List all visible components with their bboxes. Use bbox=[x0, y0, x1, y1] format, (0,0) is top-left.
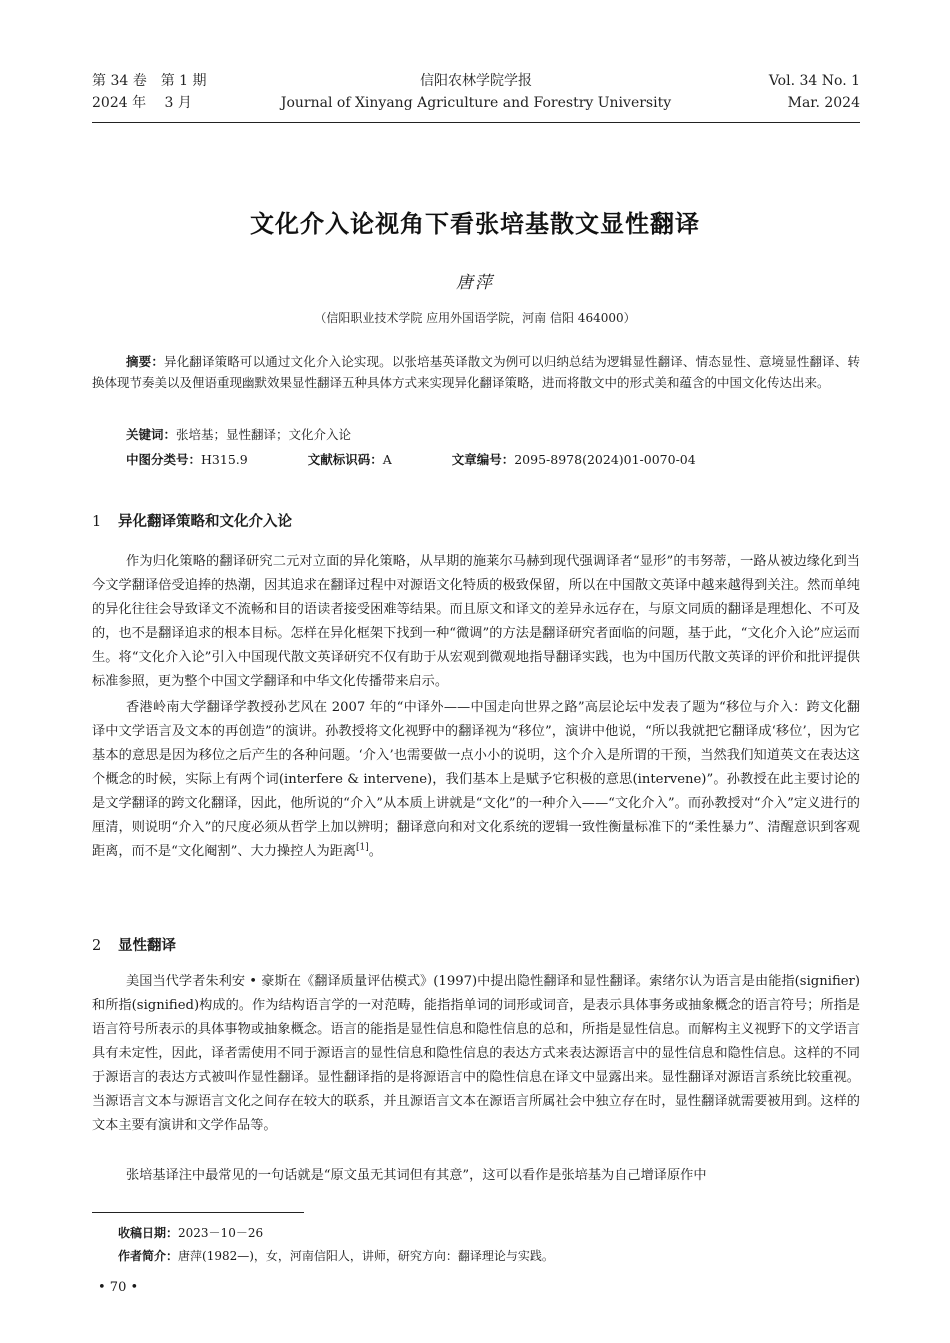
section-1-title: 异化翻译策略和文化介入论 bbox=[118, 514, 292, 530]
citation-ref: [1] bbox=[356, 842, 369, 853]
section-1-number: 1 bbox=[92, 514, 102, 530]
doc-value: A bbox=[382, 452, 392, 467]
doc-label: 文献标识码： bbox=[307, 452, 383, 467]
header-rule bbox=[92, 122, 860, 123]
bio-label: 作者简介： bbox=[118, 1249, 179, 1263]
section-2-paragraph-1: 美国当代学者朱利安 • 豪斯在《翻译质量评估模式》(1997)中提出隐性翻译和显性翻译。索绪尔认为语言是由能指(signifier)和所指(signified)构成的。作为结构语言学的一对范畴，能指指单词的词形或词音，是表示具体事务或抽象概念的语言符号；所指是语言符号所表示的具体事物或抽象概念。语言的能指是显性信息和隐性信息的总和，所指是显性信息。而解构主义视野下的文学语言具有未定性，因此，译者需使用不同于源语言的显性信息和隐性信息的表达方式来表达源语言中的显性信息和隐性信息。这样的不同于源语言的表达方式被叫作显性翻译。显性翻译指的是将源语言中的隐性信息在译文中显露出来。显性翻译对源语言系统比较重视。当源语言文本与源语言文化之间存在较大的联系，并且源语言文本在源语言所属社会中独立存在时，显性翻译就需要被用到。这样的文本主要有演讲和文学作品等。 bbox=[92, 974, 860, 1133]
article-title: 文化介入论视角下看张培基散文显性翻译 bbox=[250, 210, 700, 238]
doc-code bbox=[308, 452, 420, 467]
keywords-label: 关键词： bbox=[126, 427, 177, 442]
section-1-paragraph-2-text: 香港岭南大学翻译学教授孙艺风在 2007 年的“中译外——中国走向世界之路”高层论坛中发表了题为“移位与介入：跨文化翻译中文学语言及文本的再创造”的演讲。孙教授将文化视野中的翻译视为“移位”，演讲中他说，“所以我就把它翻译成‘移位’，因为它基本的意思是因为移位之后产生的各种问题。‘介入’也需要做一点小小的说明，这个介入是所谓的干预，当然我们知道英文在表达这个概念的时候，实际上有两个词(interfere & intervene)，我们基本上是赋予它积极的意思(intervene)”。孙教授在此主要讨论的是文学翻译的跨文化翻译，因此，他所说的“介入”从本质上讲就是“文化”的一种介入——“文化介入”。而孙教授对“介入”定义进行的厘清，则说明“介入”的尺度必须从哲学上加以辨明；翻译意向和对文化系统的逻辑一致性衡量标准下的“柔性暴力”、清醒意识到客观距离，而不是“文化阉割”、大力操控人为距离 bbox=[92, 700, 860, 859]
received-date bbox=[118, 1224, 263, 1242]
author-affiliation: （信阳职业技术学院 应用外国语学院，河南 信阳 464000） bbox=[314, 311, 636, 325]
keywords bbox=[126, 425, 860, 445]
footnote-rule bbox=[92, 1212, 304, 1213]
clc-value: H315.9 bbox=[201, 452, 248, 467]
received-value: 2023－10－26 bbox=[178, 1226, 264, 1240]
volume-issue-en: Vol. 34 No. 1 bbox=[768, 73, 860, 89]
issue-info-en bbox=[769, 70, 860, 114]
article-number bbox=[452, 452, 724, 467]
keywords-text: 张培基；显性翻译；文化介入论 bbox=[176, 427, 352, 442]
abstract-text: 异化翻译策略可以通过文化介入论实现。以张培基英译散文为例可以归纳总结为逻辑显性翻译、情态显性、意境显性翻译、转换体现节奏美以及俚语重现幽默效果显性翻译五种具体方式来实现异化翻译策略，进而将散文中的形式美和蕴含的中国文化传达出来。 bbox=[92, 354, 860, 390]
bio-value: 唐萍(1982—)，女，河南信阳人，讲师，研究方向：翻译理论与实践。 bbox=[178, 1249, 554, 1263]
section-1-paragraph-1: 作为归化策略的翻译研究二元对立面的异化策略，从早期的施莱尔马赫到现代强调译者“显形”的韦努蒂，一路从被边缘化到当今文学翻译倍受追捧的热潮，因其追求在翻译过程中对源语文化特质的极致保留，所以在中国散文英译中越来越得到关注。然而单纯的异化往往会导致译文不流畅和目的语读者接受困难等结果。而且原文和译文的差异永远存在，与原文同质的翻译是理想化、不可及的，也不是翻译追求的根本目标。怎样在异化框架下找到一种“微调”的方法是翻译研究者面临的问题，基于此，“文化介入论”应运而生。将“文化介入论”引入中国现代散文英译研究不仅有助于从宏观到微观地指导翻译实践，也为中国历代散文英译的评价和批评提供标准参照，更为整个中国文学翻译和中华文化传播带来启示。 bbox=[92, 554, 860, 689]
clc-label: 中图分类号： bbox=[126, 452, 202, 467]
running-header bbox=[92, 70, 860, 118]
article-value: 2095-8978(2024)01-0070-04 bbox=[514, 452, 696, 467]
year-month: 2024 年 3 月 bbox=[92, 95, 192, 111]
page-number: • 70 • bbox=[98, 1280, 139, 1295]
journal-name-en: Journal of Xinyang Agriculture and Forestry University bbox=[280, 95, 672, 111]
article-label: 文章编号： bbox=[451, 452, 515, 467]
section-2-number: 2 bbox=[92, 938, 102, 954]
received-label: 收稿日期： bbox=[118, 1226, 179, 1240]
author-name: 唐萍 bbox=[456, 273, 494, 293]
journal-name-cn: 信阳农林学院学报 bbox=[420, 73, 532, 89]
section-1-paragraph-2-end: 。 bbox=[368, 844, 382, 859]
section-1-heading bbox=[92, 510, 292, 534]
section-1-paragraph-2 bbox=[92, 696, 860, 864]
section-2-heading bbox=[92, 934, 176, 958]
abstract bbox=[92, 352, 860, 393]
classification-line bbox=[126, 450, 860, 470]
clc-code bbox=[126, 452, 276, 467]
date-en: Mar. 2024 bbox=[787, 95, 860, 111]
abstract-label: 摘要： bbox=[126, 354, 164, 369]
volume-issue: 第 34 卷 第 1 期 bbox=[92, 73, 207, 89]
author-bio bbox=[118, 1247, 554, 1265]
journal-name bbox=[92, 70, 860, 114]
section-2-title: 显性翻译 bbox=[118, 938, 176, 954]
section-2-paragraph-2: 张培基译注中最常见的一句话就是“原文虽无其词但有其意”，这可以看作是张培基为自己增译原作中 bbox=[126, 1168, 707, 1183]
